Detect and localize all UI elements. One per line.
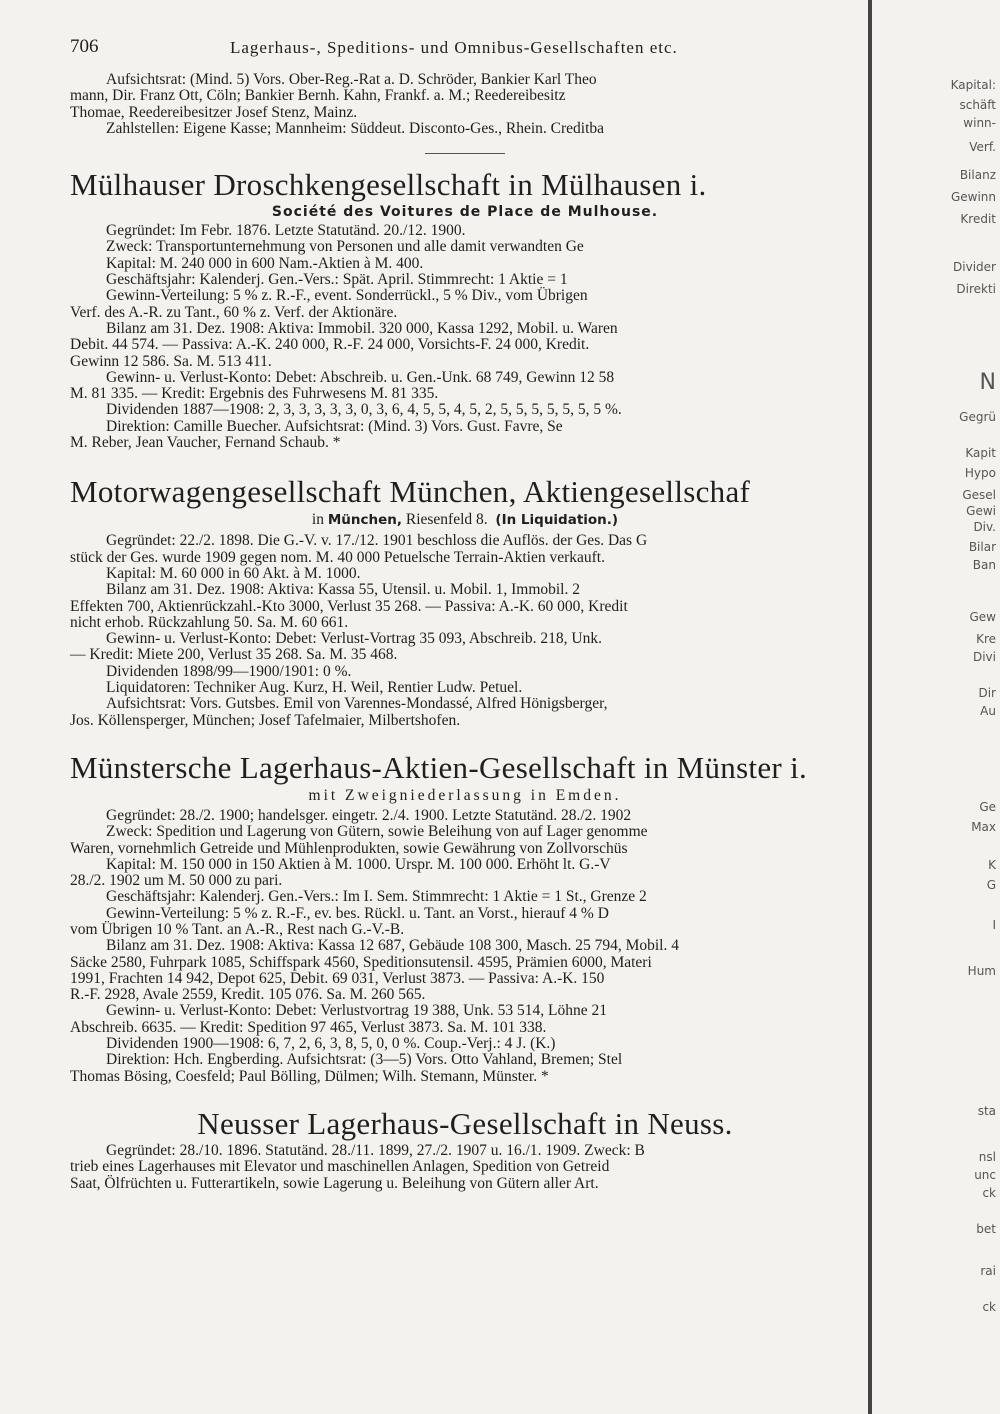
entry-line: — Kredit: Miete 200, Verlust 35 268. Sa. M. 35 468. — [70, 646, 398, 664]
entry-line: Direktion: Camille Buecher. Aufsichtsrat: (Mind. 3) Vors. Gust. Favre, Se — [106, 417, 563, 435]
margin-fragment: Bilar — [968, 540, 996, 554]
entry-line: Waren, vornehmlich Getreide und Mühlenprodukten, sowie Gewährung von Zollvorschüs — [70, 839, 628, 857]
entry-line: Geschäftsjahr: Kalenderj. Gen.-Vers.: Spät. April. Stimmrecht: 1 Aktie = 1 — [106, 271, 568, 289]
margin-fragment: ck — [982, 1186, 996, 1200]
entry-line: Bilanz am 31. Dez. 1908: Aktiva: Kassa 12 687, Gebäude 108 300, Masch. 25 794, Mobil. 4 — [106, 937, 679, 955]
entry-line: nicht erhob. Rückzahlung 50. Sa. M. 60 661. — [70, 613, 349, 631]
intro-line: mann, Dir. Franz Ott, Cöln; Bankier Bernh. Kahn, Frankf. a. M.; Reedereibesitz — [70, 87, 566, 105]
section-divider — [425, 153, 505, 154]
entry-subtitle: mit Zweigniederlassung in Emden. — [308, 786, 622, 804]
entry-line: Liquidatoren: Techniker Aug. Kurz, H. Weil, Rentier Ludw. Petuel. — [106, 679, 523, 697]
intro-line: Thomae, Reedereibesitzer Josef Stenz, Mainz. — [70, 103, 358, 121]
entry-line: Gewinn-Verteilung: 5 % z. R.-F., ev. bes. Rückl. u. Tant. an Vorst., hierauf 4 % D — [106, 904, 609, 922]
entry-line: Kapital: M. 60 000 in 60 Akt. à M. 1000. — [106, 564, 361, 582]
margin-fragment: Div. — [973, 520, 996, 534]
entry-title: Motorwagengesellschaft München, Aktiengesellschaf — [70, 474, 751, 510]
entry-line: Jos. Köllensperger, München; Josef Tafelmaier, Milbertshofen. — [70, 711, 461, 729]
entry-line: Gewinn-Verteilung: 5 % z. R.-F., event. Sonderrückl., 5 % Div., vom Übrigen — [106, 287, 588, 305]
entry-title: Mülhauser Droschkengesellschaft in Mülhausen i. — [70, 167, 707, 203]
entry-line: Gegründet: 22./2. 1898. Die G.-V. v. 17./12. 1901 beschloss die Auflös. der Ges. Das G — [106, 532, 648, 550]
margin-fragment: ck — [982, 1300, 996, 1314]
entry-muelhauser — [70, 168, 860, 451]
spacer — [70, 1085, 860, 1107]
margin-fragment: Verf. — [969, 140, 996, 154]
margin-fragment: Gewi — [966, 504, 996, 518]
entry-line: Gegründet: 28./2. 1900; handelsger. eingetr. 2./4. 1900. Letzte Statutänd. 28./2. 1902 — [106, 806, 632, 824]
margin-fragment: schäft — [959, 98, 996, 112]
margin-fragment: rai — [980, 1264, 996, 1278]
margin-fragment: sta — [977, 1104, 996, 1118]
entry-line: Gegründet: Im Febr. 1876. Letzte Statutänd. 20./12. 1900. — [106, 222, 466, 240]
margin-fragment: Hypo — [964, 466, 996, 480]
entry-line: Aufsichtsrat: Vors. Gutsbes. Emil von Varennes-Mondassé, Alfred Hönigsberger, — [106, 695, 608, 713]
entry-line: vom Übrigen 10 % Tant. an A.-R., Rest nach G.-V.-B. — [70, 920, 405, 938]
margin-fragment: Gewinn — [950, 190, 996, 204]
entry-line: Dividenden 1887—1908: 2, 3, 3, 3, 3, 3, 0, 3, 6, 4, 5, 5, 4, 5, 2, 5, 5, 5, 5, 5, 5, 5 %. — [106, 401, 622, 419]
margin-fragment: Gew — [969, 610, 996, 624]
entry-subtitle — [70, 511, 860, 529]
entry-title: Neusser Lagerhaus-Gesellschaft in Neuss. — [197, 1105, 733, 1141]
intro-line: Aufsichtsrat: (Mind. 5) Vors. Ober-Reg.-Rat a. D. Schröder, Bankier Karl Theo — [106, 71, 597, 88]
subtitle-city: München, — [327, 512, 402, 529]
page-number: 706 — [70, 36, 99, 57]
entry-line: Dividenden 1898/99—1900/1901: 0 %. — [106, 662, 352, 680]
margin-fragment: winn- — [963, 116, 996, 130]
margin-fragment: unc — [974, 1168, 996, 1182]
intro-line: Zahlstellen: Eigene Kasse; Mannheim: Süddeut. Disconto-Ges., Rhein. Creditba — [106, 119, 605, 137]
margin-fragment: nsl — [978, 1150, 996, 1164]
entry-line: Bilanz am 31. Dez. 1908: Aktiva: Immobil. 320 000, Kassa 1292, Mobil. u. Waren — [106, 319, 618, 337]
margin-fragment: Ban — [972, 558, 996, 572]
entry-line: Kapital: M. 150 000 in 150 Aktien à M. 1000. Urspr. M. 100 000. Erhöht lt. G.-V — [106, 855, 611, 873]
margin-fragment: Gegrü — [959, 410, 996, 424]
entry-line: M. Reber, Jean Vaucher, Fernand Schaub. * — [70, 434, 341, 452]
margin-fragment: Kapital: — [950, 78, 996, 92]
facing-page-margin — [900, 0, 1000, 1414]
entry-line: Gewinn- u. Verlust-Konto: Debet: Verlust-Vortrag 35 093, Abschreib. 218, Unk. — [106, 630, 602, 648]
entry-line: R.-F. 2928, Avale 2559, Kredit. 105 076. Sa. M. 260 565. — [70, 986, 426, 1004]
margin-fragment: N — [979, 370, 996, 395]
running-title: Lagerhaus-, Speditions- und Omnibus-Gesellschaften etc. — [230, 38, 678, 57]
subtitle-prefix: in — [311, 511, 324, 529]
main-column — [70, 72, 860, 1192]
margin-fragment: G — [986, 878, 996, 892]
margin-fragment: I — [992, 918, 996, 932]
margin-fragment: Max — [971, 820, 996, 834]
entry-line: M. 81 335. — Kredit: Ergebnis des Fuhrwesens M. 81 335. — [70, 385, 439, 403]
subtitle-address: Riesenfeld 8. — [405, 511, 488, 529]
entry-motorwagen — [70, 475, 860, 729]
margin-fragment: Kre — [976, 632, 996, 646]
spacer — [70, 729, 860, 751]
subtitle-liquidation: (In Liquidation.) — [495, 512, 619, 529]
margin-fragment: Bilanz — [959, 168, 996, 182]
intro-block — [70, 72, 860, 137]
entry-line: Zweck: Spedition und Lagerung von Gütern, sowie Beleihung von auf Lager genomme — [106, 823, 648, 841]
entry-line: Kapital: M. 240 000 in 600 Nam.-Aktien à M. 400. — [106, 254, 424, 272]
margin-fragment: bet — [976, 1222, 996, 1236]
entry-line: Dividenden 1900—1908: 6, 7, 2, 6, 3, 8, 5, 0, 0 %. Coup.-Verj.: 4 J. (K.) — [106, 1035, 556, 1053]
margin-fragment: Divi — [972, 650, 996, 664]
spacer — [70, 451, 860, 475]
margin-fragment: Divider — [953, 260, 996, 274]
entry-line: Debit. 44 574. — Passiva: A.-K. 240 000, R.-F. 24 000, Vorsichts-F. 24 000, Kredit. — [70, 336, 590, 354]
entry-subtitle: Société des Voitures de Place de Mulhouse. — [271, 204, 659, 221]
entry-line: Abschreib. 6635. — Kredit: Spedition 97 465, Verlust 3873. Sa. M. 101 338. — [70, 1018, 547, 1036]
entry-line: Gegründet: 28./10. 1896. Statutänd. 28./11. 1899, 27./2. 1907 u. 16./1. 1909. Zweck: B — [106, 1141, 645, 1159]
margin-fragment: Kredit — [960, 212, 996, 226]
entry-line: Gewinn- u. Verlust-Konto: Debet: Verlustvortrag 19 388, Unk. 53 514, Löhne 21 — [106, 1002, 607, 1020]
margin-fragment: Dir — [978, 686, 996, 700]
entry-line: Saat, Ölfrüchten u. Futterartikeln, sowie Lagerung u. Beleihung von Gütern aller Art. — [70, 1174, 599, 1192]
entry-line: Säcke 2580, Fuhrpark 1085, Schiffspark 4560, Speditionsutensil. 4595, Prämien 6000, Materi — [70, 953, 652, 971]
entry-line: 28./2. 1902 um M. 50 000 zu pari. — [70, 872, 283, 890]
margin-fragment: Gesel — [962, 488, 996, 502]
entry-neusser — [70, 1107, 860, 1192]
entry-line: Effekten 700, Aktienrückzahl.-Kto 3000, Verlust 35 268. — Passiva: A.-K. 60 000, Kredit — [70, 597, 628, 615]
entry-muenstersche — [70, 751, 860, 1085]
margin-fragment: Ge — [979, 800, 996, 814]
entry-line: Verf. des A.-R. zu Tant., 60 % z. Verf. der Aktionäre. — [70, 303, 398, 321]
entry-line: Bilanz am 31. Dez. 1908: Aktiva: Kassa 55, Utensil. u. Mobil. 1, Immobil. 2 — [106, 581, 580, 599]
entry-line: trieb eines Lagerhauses mit Elevator und maschinellen Anlagen, Spedition von Getreid — [70, 1158, 610, 1176]
margin-fragment: Au — [980, 704, 996, 718]
margin-fragment: K — [988, 858, 996, 872]
entry-line: Thomas Bösing, Coesfeld; Paul Bölling, Dülmen; Wilh. Stemann, Münster. * — [70, 1067, 549, 1085]
entry-title: Münstersche Lagerhaus-Aktien-Gesellschaft in Münster i. — [70, 749, 808, 785]
margin-fragment: Hum — [967, 964, 996, 978]
entry-line: Gewinn- u. Verlust-Konto: Debet: Abschreib. u. Gen.-Unk. 68 749, Gewinn 12 58 — [106, 368, 615, 386]
entry-line: stück der Ges. wurde 1909 gegen nom. M. 40 000 Petuelsche Terrain-Aktien verkauft. — [70, 548, 605, 566]
entry-line: 1991, Frachten 14 942, Depot 625, Debit. 69 031, Verlust 3873. — Passiva: A.-K. 150 — [70, 969, 605, 987]
margin-fragment: Kapit — [965, 446, 996, 460]
entry-line: Geschäftsjahr: Kalenderj. Gen.-Vers.: Im I. Sem. Stimmrecht: 1 Aktie = 1 St., Grenze 2 — [106, 888, 647, 906]
margin-fragment: Direkti — [956, 282, 996, 296]
entry-line: Zweck: Transportunternehmung von Personen und alle damit verwandten Ge — [106, 238, 584, 256]
page-gutter — [868, 0, 872, 1414]
entry-line: Gewinn 12 586. Sa. M. 513 411. — [70, 352, 272, 370]
entry-line: Direktion: Hch. Engberding. Aufsichtsrat: (3—5) Vors. Otto Vahland, Bremen; Stel — [106, 1051, 623, 1069]
